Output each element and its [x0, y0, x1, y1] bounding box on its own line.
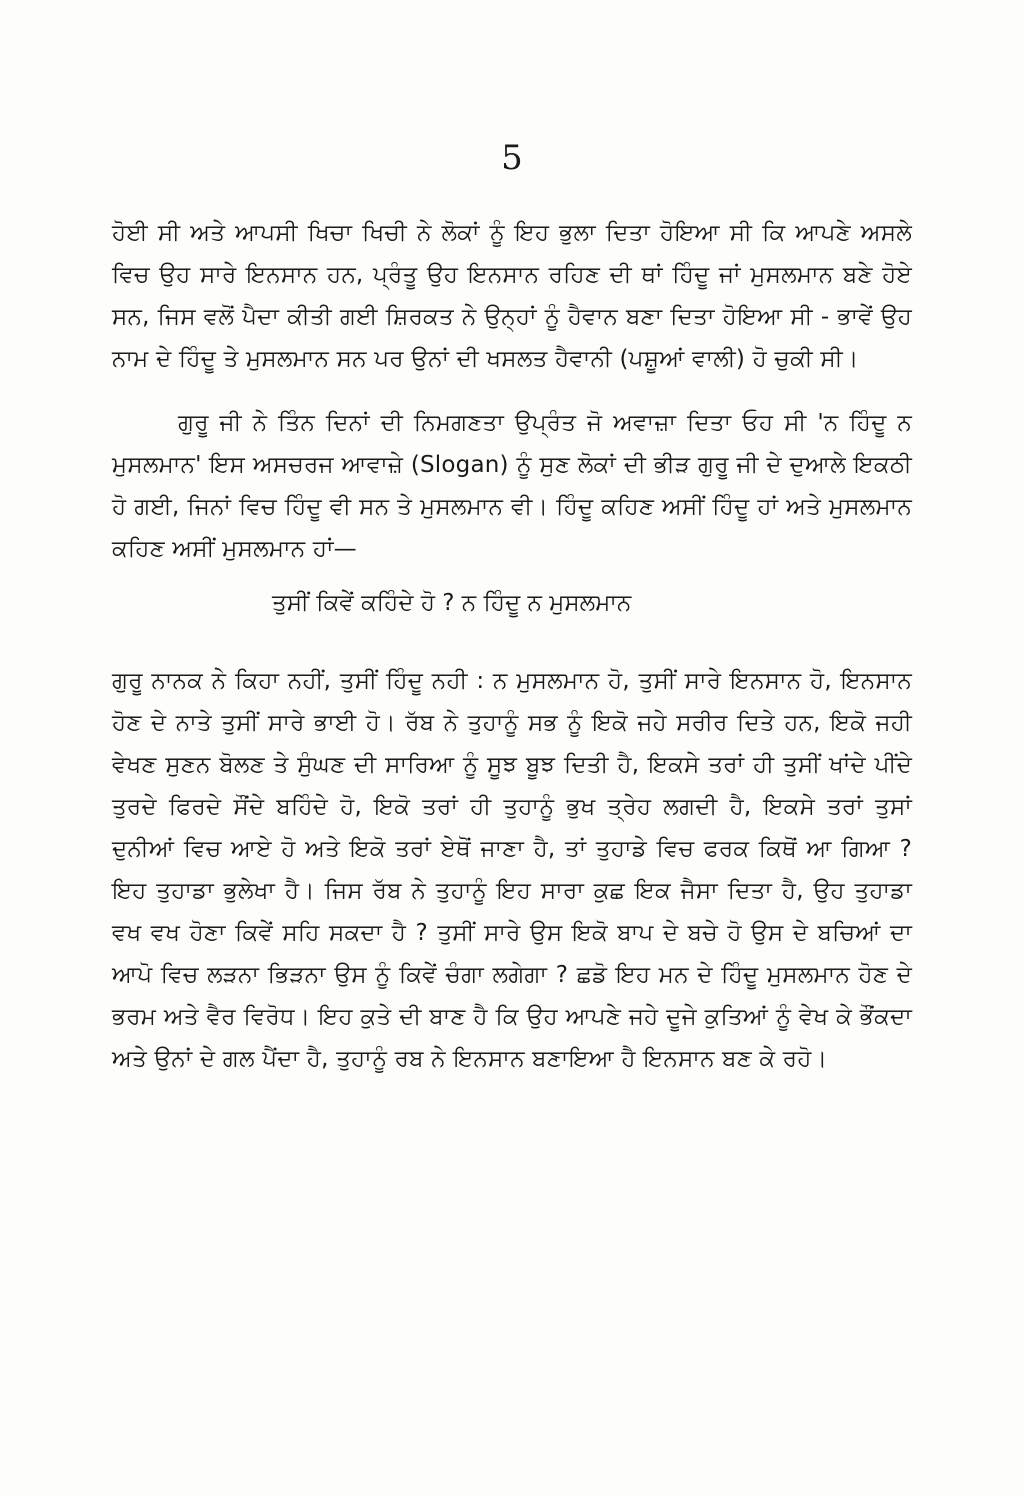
page-body: [112, 212, 912, 1080]
paragraph-2: ਗੁਰੂ ਜੀ ਨੇ ਤਿੰਨ ਦਿਨਾਂ ਦੀ ਨਿਮਗਣਤਾ ਉਪ੍ਰੰਤ ਜੋ ਅਵਾਜ਼ਾ ਦਿਤਾ ਓਹ ਸੀ 'ਨ ਹਿੰਦੂ ਨ ਮੁਸਲਮਾਨ' ਇਸ ਅਸਚਰਜ ਆਵਾਜ਼ੇ (Slogan) ਨੂੰ ਸੁਣ ਲੋਕਾਂ ਦੀ ਭੀੜ ਗੁਰੂ ਜੀ ਦੇ ਦੁਆਲੇ ਇਕਠੀ ਹੋ ਗਈ, ਜਿਨਾਂ ਵਿਚ ਹਿੰਦੂ ਵੀ ਸਨ ਤੇ ਮੁਸਲਮਾਨ ਵੀ। ਹਿੰਦੂ ਕਹਿਣ ਅਸੀਂ ਹਿੰਦੂ ਹਾਂ ਅਤੇ ਮੁਸਲਮਾਨ ਕਹਿਣ ਅਸੀਂ ਮੁਸਲਮਾਨ ਹਾਂ—: [112, 410, 912, 562]
page-number: 5: [501, 138, 523, 178]
paragraph-1: ਹੋਈ ਸੀ ਅਤੇ ਆਪਸੀ ਖਿਚਾ ਖਿਚੀ ਨੇ ਲੋਕਾਂ ਨੂੰ ਇਹ ਭੁਲਾ ਦਿਤਾ ਹੋਇਆ ਸੀ ਕਿ ਆਪਣੇ ਅਸਲੇ ਵਿਚ ਉਹ ਸਾਰੇ ਇਨਸਾਨ ਹਨ, ਪ੍ਰੰਤੂ ਉਹ ਇਨਸਾਨ ਰਹਿਣ ਦੀ ਥਾਂ ਹਿੰਦੂ ਜਾਂ ਮੁਸਲਮਾਨ ਬਣੇ ਹੋਏ ਸਨ, ਜਿਸ ਵਲੋਂ ਪੈਦਾ ਕੀਤੀ ਗਈ ਸ਼ਿਰਕਤ ਨੇ ਉਨ੍ਹਾਂ ਨੂੰ ਹੈਵਾਨ ਬਣਾ ਦਿਤਾ ਹੋਇਆ ਸੀ - ਭਾਵੇਂ ਉਹ ਨਾਮ ਦੇ ਹਿੰਦੂ ਤੇ ਮੁਸਲਮਾਨ ਸਨ ਪਰ ਉਨਾਂ ਦੀ ਖਸਲਤ ਹੈਵਾਨੀ (ਪਸ਼ੂਆਂ ਵਾਲੀ) ਹੋ ਚੁਕੀ ਸੀ।: [112, 220, 912, 372]
paragraph-3: ਗੁਰੂ ਨਾਨਕ ਨੇ ਕਿਹਾ ਨਹੀਂ, ਤੁਸੀਂ ਹਿੰਦੂ ਨਹੀ : ਨ ਮੁਸਲਮਾਨ ਹੋ, ਤੁਸੀਂ ਸਾਰੇ ਇਨਸਾਨ ਹੋ, ਇਨਸਾਨ ਹੋਣ ਦੇ ਨਾਤੇ ਤੁਸੀਂ ਸਾਰੇ ਭਾਈ ਹੋ। ਰੱਬ ਨੇ ਤੁਹਾਨੂੰ ਸਭ ਨੂੰ ਇਕੋ ਜਹੇ ਸਰੀਰ ਦਿਤੇ ਹਨ, ਇਕੋ ਜਹੀ ਵੇਖਣ ਸੁਣਨ ਬੋਲਣ ਤੇ ਸੁੰਘਣ ਦੀ ਸਾਰਿਆ ਨੂੰ ਸੂਝ ਬੂਝ ਦਿਤੀ ਹੈ, ਇਕਸੇ ਤਰਾਂ ਹੀ ਤੁਸੀਂ ਖਾਂਦੇ ਪੀਂਦੇ ਤੁਰਦੇ ਫਿਰਦੇ ਸੌਂਦੇ ਬਹਿੰਦੇ ਹੋ, ਇਕੋ ਤਰਾਂ ਹੀ ਤੁਹਾਨੂੰ ਭੁਖ ਤ੍ਰੇਹ ਲਗਦੀ ਹੈ, ਇਕਸੇ ਤਰਾਂ ਤੁਸਾਂ ਦੁਨੀਆਂ ਵਿਚ ਆਏ ਹੋ ਅਤੇ ਇਕੋ ਤਰਾਂ ਏਥੋਂ ਜਾਣਾ ਹੈ, ਤਾਂ ਤੁਹਾਡੇ ਵਿਚ ਫਰਕ ਕਿਥੋਂ ਆ ਗਿਆ ? ਇਹ ਤੁਹਾਡਾ ਭੁਲੇਖਾ ਹੈ। ਜਿਸ ਰੱਬ ਨੇ ਤੁਹਾਨੂੰ ਇਹ ਸਾਰਾ ਕੁਛ ਇਕ ਜੈਸਾ ਦਿਤਾ ਹੈ, ਉਹ ਤੁਹਾਡਾ ਵਖ ਵਖ ਹੋਣਾ ਕਿਵੇਂ ਸਹਿ ਸਕਦਾ ਹੈ ? ਤੁਸੀਂ ਸਾਰੇ ਉਸ ਇਕੋ ਬਾਪ ਦੇ ਬਚੇ ਹੋ ਉਸ ਦੇ ਬਚਿਆਂ ਦਾ ਆਪੋ ਵਿਚ ਲੜਨਾ ਭਿੜਨਾ ਉਸ ਨੂੰ ਕਿਵੇਂ ਚੰਗਾ ਲਗੇਗਾ ? ਛਡੋ ਇਹ ਮਨ ਦੇ ਹਿੰਦੂ ਮੁਸਲਮਾਨ ਹੋਣ ਦੇ ਭਰਮ ਅਤੇ ਵੈਰ ਵਿਰੋਧ। ਇਹ ਕੁਤੇ ਦੀ ਬਾਣ ਹੈ ਕਿ ਉਹ ਆਪਣੇ ਜਹੇ ਦੂਜੇ ਕੁਤਿਆਂ ਨੂੰ ਵੇਖ ਕੇ ਭੌਂਕਦਾ ਅਤੇ ਉਨਾਂ ਦੇ ਗਲ ਪੈਂਦਾ ਹੈ, ਤੁਹਾਨੂੰ ਰਬ ਨੇ ਇਨਸਾਨ ਬਣਾਇਆ ਹੈ ਇਨਸਾਨ ਬਣ ਕੇ ਰਹੋ।: [112, 668, 912, 1072]
quoted-line: ਤੁਸੀਂ ਕਿਵੇਂ ਕਹਿੰਦੇ ਹੋ ? ਨ ਹਿੰਦੂ ਨ ਮੁਸਲਮਾਨ: [272, 590, 632, 616]
